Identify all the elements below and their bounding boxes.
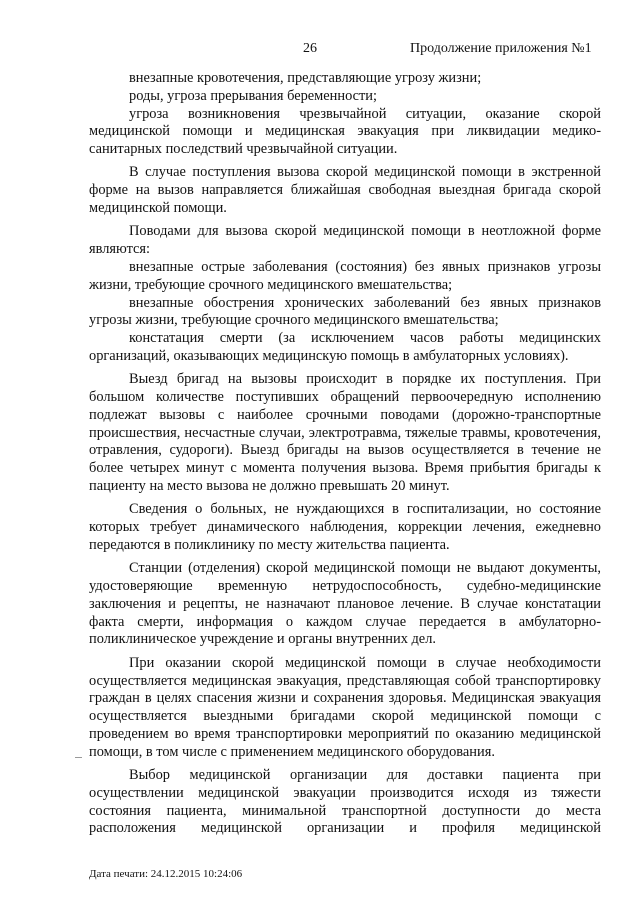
print-date: Дата печати: 24.12.2015 10:24:06 [89, 868, 243, 880]
paragraph: роды, угроза прерывания беременности; [129, 87, 378, 104]
paragraph: Выезд бригад на вызовы происходит в порядке их поступления. При большом количестве поступивших обращений первоочередную исполнению подлежат вызовы с наиболее срочными поводами (дорожно-транспортные происшествия, несчастные случаи, электротравма, тяжелые травмы, кровотечения, отравления, судороги). Выезд бригады на вызов осуществляется в течение не более четырех минут с момента получения вызова. Время прибытия бригады к пациенту на место вызова не должно превышать 20 минут. [89, 371, 601, 495]
paragraph: В случае поступления вызова скорой медицинской помощи в экстренной форме на вызов направляется ближайшая свободная выездная бригада скорой медицинской помощи. [89, 164, 601, 217]
paragraph: констатация смерти (за исключением часов работы медицинских организаций, оказывающих медицинскую помощь в амбулаторных условиях). [89, 330, 601, 364]
paragraph: внезапные кровотечения, представляющие угрозу жизни; [129, 70, 482, 86]
paragraph: При оказании скорой медицинской помощи в случае необходимости осуществляется медицинская эвакуация, представляющая собой транспортировку граждан в целях спасения жизни и сохранения здоровья. Медицинская эвакуация осуществляется выездными бригадами скорой медицинской помощи с проведением во время транспортировки мероприятий по оказанию медицинской помощи, в том числе с применением медицинского оборудования. [89, 654, 601, 760]
document-body [89, 70, 601, 844]
paragraph: Выбор медицинской организации для доставки пациента при осуществлении медицинской эвакуации производится исходя из тяжести состояния пациента, минимальной транспортной доступности до места расположения медицинской организации и профиля медицинской [89, 766, 601, 837]
paragraph: внезапные острые заболевания (состояния) без явных признаков угрозы жизни, требующие срочного медицинского вмешательства; [89, 258, 601, 293]
paragraph: Сведения о больных, не нуждающихся в госпитализации, но состояние которых требует динамического наблюдения, коррекции лечения, ежедневно передаются в поликлинику по месту жительства пациента. [89, 501, 601, 553]
paragraph: Станции (отделения) скорой медицинской помощи не выдают документы, удостоверяющие временную нетрудоспособность, судебно-медицинские заключения и рецепты, не назначают плановое лечение. В случае констатации факта смерти, информация о каждом случае передается в амбулаторно-поликлиническое учреждение и органы внутренних дел. [89, 560, 601, 648]
appendix-label: Продолжение приложения №1 [410, 41, 592, 56]
page-header [0, 41, 640, 61]
paragraph: внезапные обострения хронических заболеваний без явных признаков угрозы жизни, требующие срочного медицинского вмешательства; [89, 294, 601, 329]
paragraph: Поводами для вызова скорой медицинской помощи в неотложной форме являются: [89, 223, 601, 258]
paragraph: угроза возникновения чрезвычайной ситуации, оказание скорой медицинской помощи и медицинская эвакуация при ликвидации медико-санитарных последствий чрезвычайной ситуации. [89, 105, 601, 158]
margin-mark [75, 757, 82, 758]
page-number: 26 [303, 41, 317, 56]
